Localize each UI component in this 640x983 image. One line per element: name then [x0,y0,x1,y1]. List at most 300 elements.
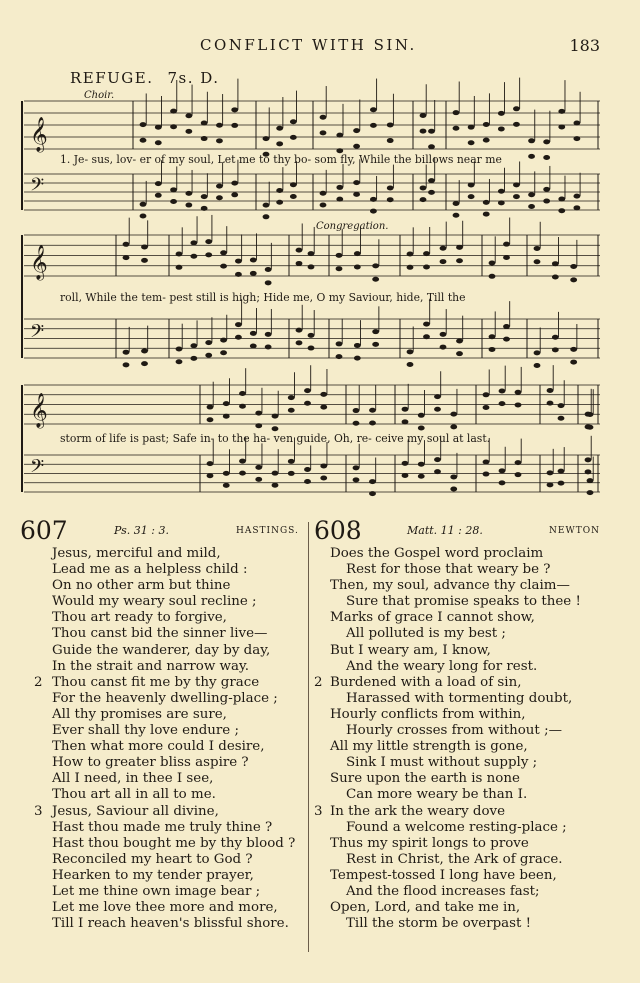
note-head [220,338,227,343]
verse-number: 3 [34,803,43,819]
note-head [515,460,522,465]
verse-line [20,562,305,578]
note-head [499,401,506,406]
note-head [434,407,441,412]
note-head [587,478,594,483]
verse-line [20,884,305,900]
note-head [290,182,297,187]
verse-line [20,578,305,594]
note-head [231,123,238,128]
note-head [587,425,594,430]
note-head [255,411,262,416]
note-head [185,203,192,208]
verse-line [314,546,604,562]
treble-clef: 𝄞 [30,117,48,153]
note-head [141,258,148,263]
tune-name: NEWTON [549,526,600,536]
note-head [450,412,457,417]
verse-text: Does the Gospel word proclaim [330,546,544,561]
note-head [543,139,550,144]
verse-text: Reconciled my heart to God ? [52,851,253,867]
verse-text: Would my weary soul recline ; [52,594,257,610]
verse-text: In the strait and narrow way. [52,658,250,674]
verse-line [314,755,604,771]
note-head [543,187,550,192]
column-divider [308,522,309,952]
note-head [370,209,377,214]
note-head [223,483,230,488]
verse-text: Can more weary be than I. [346,787,528,803]
note-head [483,212,490,217]
verse-text: Then, my soul, advance thy claim— [330,578,570,594]
verse-text: Hourly crosses from without ;— [346,723,562,739]
verse-line [314,771,604,787]
note-head [272,471,279,476]
note-head [468,194,475,199]
note-head [558,196,565,201]
note-head [570,360,577,365]
note-head [296,248,303,253]
note-head [353,465,360,470]
note-head [456,339,463,344]
note-head [140,202,147,207]
tune-name: REFUGE. [70,69,154,87]
note-head [402,419,409,424]
note-head [456,258,463,263]
note-head [353,180,360,185]
note-head [185,191,192,196]
note-head [235,259,242,264]
note-head [534,246,541,251]
verse-line [20,675,305,691]
tune-meter: 7s. D. [167,69,220,87]
note-head [585,469,592,474]
note-head [320,392,327,397]
note-head [250,271,257,276]
note-head [552,335,559,340]
verse-line [314,643,604,659]
note-head [263,214,270,219]
note-head [573,136,580,141]
note-head [207,473,214,478]
verse-text: Sink I must without supply ; [346,755,538,771]
verse-text: Found a welcome resting-place ; [346,819,567,835]
note-head [423,322,430,327]
note-head [276,141,283,146]
verse-text: Tempest-tossed I long have been, [330,867,557,883]
note-head [468,182,475,187]
note-head [434,394,441,399]
note-head [558,469,565,474]
verse-text: Thou canst fit me by thy grace [52,674,260,690]
note-head [513,106,520,111]
verse-line [20,643,305,659]
note-head [434,457,441,462]
note-head [407,362,414,367]
note-head [308,251,315,256]
verse-number: 3 [314,803,323,819]
verse-text: Thou art all in all to me. [52,787,216,803]
note-head [547,388,554,393]
verse-text: Rest in Christ, the Ark of grace. [346,851,563,867]
verse-line [20,723,305,739]
note-head [503,242,510,247]
note-head [387,185,394,190]
note-head [190,254,197,259]
verse-line [20,610,305,626]
verse-text: How to greater bliss aspire ? [52,755,249,771]
note-head [547,482,554,487]
verse-line [20,916,305,932]
tune-name: HASTINGS. [236,526,299,536]
note-head [558,124,565,129]
note-head [503,255,510,260]
note-head [369,491,376,496]
verse-number: 2 [314,674,323,690]
verse-line [20,739,305,755]
note-head [420,185,427,190]
note-head [483,138,490,143]
verse-text: Then what more could I desire, [52,739,265,755]
note-head [423,334,430,339]
note-head [573,205,580,210]
note-head [123,255,130,260]
note-head [141,245,148,250]
verse-text: Jesus, merciful and mild, [52,546,221,561]
verse-line [314,626,604,642]
note-head [453,110,460,115]
note-head [372,263,379,268]
verse-text: But I weary am, I know, [330,642,491,658]
note-head [201,120,208,125]
note-head [387,197,394,202]
note-head [489,260,496,265]
note-head [265,332,272,337]
verse-line [314,594,604,610]
note-head [503,324,510,329]
note-head [304,479,311,484]
note-head [216,195,223,200]
verse-text: And the flood increases fast; [346,883,540,899]
note-head [185,129,192,134]
verse-text: Sure that promise speaks to thee ! [346,594,581,610]
verse-text: All my little strength is gone, [330,739,528,755]
note-head [534,259,541,264]
note-head [336,253,343,258]
choir-label: Choir. [84,90,115,101]
note-head [170,124,177,129]
note-head [387,138,394,143]
note-head [155,193,162,198]
note-head [450,474,457,479]
note-head [498,111,505,116]
note-head [296,328,303,333]
verse-line [20,691,305,707]
note-head [336,354,343,359]
note-head [296,261,303,266]
note-head [423,264,430,269]
note-head [483,122,490,127]
hymn-607-text [20,546,305,932]
note-head [402,461,409,466]
note-head [185,113,192,118]
treble-clef: 𝄞 [30,244,48,280]
verse-line [314,739,604,755]
verse-line [314,868,604,884]
note-head [440,246,447,251]
note-head [587,490,594,495]
verse-text: And the weary long for rest. [346,658,538,674]
note-head [336,266,343,271]
note-head [503,337,510,342]
note-head [255,423,262,428]
note-head [320,130,327,135]
note-head [308,333,315,338]
note-head [570,347,577,352]
note-head [290,119,297,124]
verse-text: Thus my spirit longs to prove [330,835,529,851]
verse-text: Thou canst bid the sinner live— [52,626,268,642]
note-head [205,340,212,345]
note-head [304,388,311,393]
note-head [468,125,475,130]
note-head [498,126,505,131]
note-head [250,331,257,336]
note-head [155,181,162,186]
music-lyric-line-2: roll, While the tem- pest still is high; Hide me, O my Saviour, hide, Till the [60,291,466,304]
note-head [420,197,427,202]
running-title: CONFLICT WITH SIN. [200,36,417,54]
verse-text: Let me thine own image bear ; [52,883,261,899]
verse-text: Hearken to my tender prayer, [52,867,254,883]
note-head [205,239,212,244]
verse-line [20,594,305,610]
note-head [272,414,279,419]
note-head [250,344,257,349]
note-head [428,144,435,149]
note-head [223,471,230,476]
note-head [336,185,343,190]
note-head [239,404,246,409]
note-head [428,190,435,195]
note-head [573,120,580,125]
note-head [552,275,559,280]
note-head [547,470,554,475]
note-head [453,201,460,206]
note-head [207,417,214,422]
verse-text: For the heavenly dwelling-place ; [52,690,278,706]
verse-line [314,691,604,707]
verse-line [20,707,305,723]
note-head [547,401,554,406]
note-head [216,138,223,143]
note-head [276,126,283,131]
verse-line [314,852,604,868]
note-head [239,391,246,396]
note-head [543,199,550,204]
verse-line [314,804,604,820]
note-head [336,197,343,202]
note-head [190,356,197,361]
note-head [290,194,297,199]
note-head [272,483,279,488]
note-head [407,265,414,270]
hymn-608-header [314,516,604,546]
note-head [155,125,162,130]
note-head [499,388,506,393]
verse-line [20,755,305,771]
hymn-number: 607 [20,516,68,545]
note-head [440,332,447,337]
note-head [528,204,535,209]
hymn-607 [20,516,305,932]
note-head [235,272,242,277]
verse-text: Lead me as a helpless child : [52,562,248,578]
note-head [176,347,183,352]
verse-line [314,820,604,836]
verse-text: Harassed with tormenting doubt, [346,690,573,706]
note-head [123,350,130,355]
verse-text: All thy promises are sure, [52,706,227,722]
note-head [190,343,197,348]
note-head [369,408,376,413]
note-head [353,421,360,426]
note-head [585,457,592,462]
note-head [353,477,360,482]
note-head [272,426,279,431]
note-head [570,264,577,269]
bass-clef: 𝄢 [30,456,45,482]
note-head [296,340,303,345]
note-head [235,335,242,340]
note-head [288,408,295,413]
verse-text: Till I reach heaven's blissful shore. [52,916,289,932]
note-head [513,182,520,187]
note-head [250,258,257,263]
note-head [320,464,327,469]
note-head [370,107,377,112]
note-head [468,140,475,145]
note-head [428,129,435,134]
note-head [402,407,409,412]
note-head [420,129,427,134]
note-head [288,471,295,476]
note-head [498,200,505,205]
note-head [336,341,343,346]
verse-text: Guide the wanderer, day by day, [52,642,271,658]
note-head [499,480,506,485]
note-head [428,178,435,183]
treble-clef: 𝄞 [30,393,48,429]
note-head [489,347,496,352]
verse-line [314,884,604,900]
note-head [263,203,270,208]
verse-text: Open, Lord, and take me in, [330,900,521,916]
music-lyric-line-3: storm of life is past; Safe in- to the ha- ven guide, Oh, re- ceive my soul at last. [60,432,491,445]
note-head [140,138,147,143]
note-head [370,197,377,202]
scripture-reference: Ps. 31 : 3. [114,524,169,537]
note-head [353,192,360,197]
note-head [255,477,262,482]
note-head [489,274,496,279]
note-head [570,277,577,282]
music-lyric-line-1: 1. Je- sus, lov- er of my soul, Let me to thy bo- som fly, While the billows near me [60,153,502,166]
verse-text: Thou art ready to forgive, [52,610,227,626]
verse-text: Hast thou made me truly thine ? [52,819,273,835]
page-number: 183 [569,36,600,55]
verse-line [20,836,305,852]
verse-line [314,659,604,675]
note-head [220,350,227,355]
note-head [456,245,463,250]
note-head [220,264,227,269]
note-head [239,459,246,464]
note-head [453,213,460,218]
verse-line [314,723,604,739]
note-head [499,468,506,473]
note-head [558,481,565,486]
note-head [255,465,262,470]
note-head [534,350,541,355]
note-head [498,189,505,194]
note-head [558,208,565,213]
congregation-label: Congregation. [316,221,389,232]
note-head [418,413,425,418]
note-head [420,113,427,118]
note-head [216,123,223,128]
verse-text: Rest for those that weary be ? [346,562,551,578]
note-head [534,363,541,368]
note-head [141,348,148,353]
verse-line [20,868,305,884]
verse-line [20,546,305,562]
note-head [353,128,360,133]
note-head [558,416,565,421]
note-head [353,144,360,149]
note-head [231,192,238,197]
note-head [320,191,327,196]
note-head [201,194,208,199]
note-head [372,329,379,334]
note-head [140,214,147,219]
note-head [320,476,327,481]
verse-line [314,610,604,626]
verse-line [314,562,604,578]
note-head [418,425,425,430]
note-head [276,200,283,205]
hymn-608-text [314,546,604,932]
note-head [483,405,490,410]
bass-clef: 𝄢 [30,321,45,347]
verse-text: All polluted is my best ; [346,626,506,642]
verse-text: Marks of grace I cannot show, [330,610,535,626]
note-head [207,461,214,466]
verse-line [314,836,604,852]
note-head [513,122,520,127]
verse-line [20,626,305,642]
note-head [423,251,430,256]
note-head [239,471,246,476]
verse-line [314,916,604,932]
note-head [372,277,379,282]
verse-line [20,820,305,836]
note-head [558,403,565,408]
note-head [336,133,343,138]
note-head [513,194,520,199]
note-head [235,322,242,327]
note-head [223,401,230,406]
